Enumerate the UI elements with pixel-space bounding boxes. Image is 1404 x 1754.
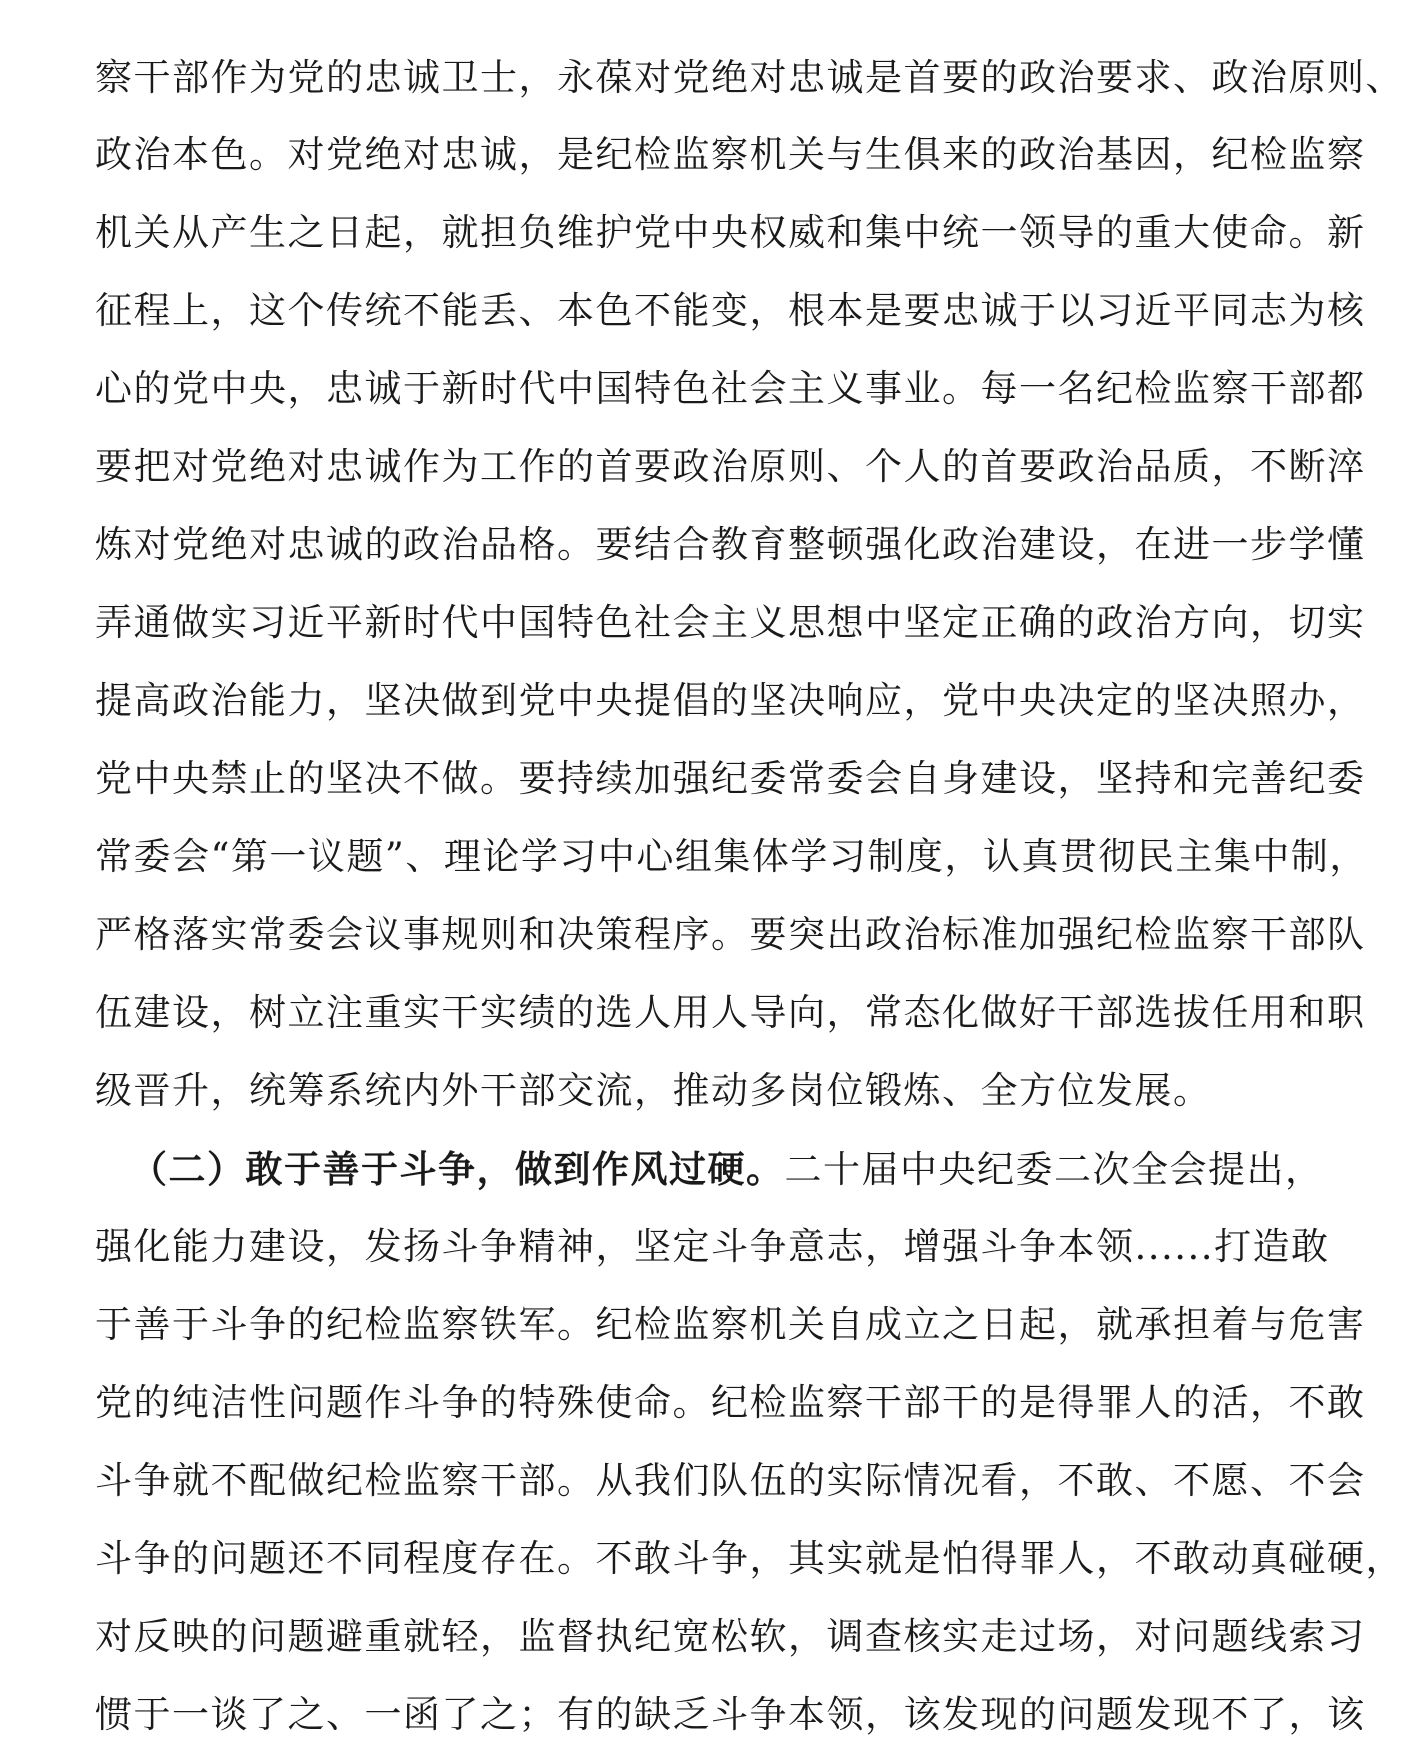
text-line: 察干部作为党的忠诚卫士，永葆对党绝对忠诚是首要的政治要求、政治原则、: [95, 56, 1404, 99]
text-line: 于善于斗争的纪检监察铁军。纪检监察机关自成立之日起，就承担着与危害: [95, 1303, 1366, 1346]
text-line: 炼对党绝对忠诚的政治品格。要结合教育整顿强化政治建设，在进一步学懂: [95, 523, 1366, 566]
text-line: 征程上，这个传统不能丢、本色不能变，根本是要忠诚于以习近平同志为核: [95, 289, 1366, 332]
text-line: 对反映的问题避重就轻，监督执纪宽松软，调查核实走过场，对问题线索习: [95, 1615, 1366, 1658]
text-line: 提高政治能力，坚决做到党中央提倡的坚决响应，党中央决定的坚决照办，: [95, 679, 1366, 722]
text-line: 强化能力建设，发扬斗争精神，坚定斗争意志，增强斗争本领......打造敢: [95, 1225, 1330, 1268]
text-line: 常委会“第一议题”、理论学习中心组集体学习制度，认真贯彻民主集中制，: [95, 835, 1368, 878]
text-line: 斗争的问题还不同程度存在。不敢斗争，其实就是怕得罪人，不敢动真碰硬，: [95, 1537, 1404, 1580]
section-heading: （二）敢于善于斗争，做到作风过硬。: [130, 1147, 785, 1191]
text-line: 斗争就不配做纪检监察干部。从我们队伍的实际情况看，不敢、不愿、不会: [95, 1459, 1366, 1502]
text-span: 二十届中央纪委二次全会提出，: [784, 1148, 1324, 1191]
text-line: 党的纯洁性问题作斗争的特殊使命。纪检监察干部干的是得罪人的活，不敢: [95, 1381, 1366, 1424]
text-line: 机关从产生之日起，就担负维护党中央权威和集中统一领导的重大使命。新: [95, 211, 1366, 254]
text-line: 要把对党绝对忠诚作为工作的首要政治原则、个人的首要政治品质，不断淬: [95, 445, 1366, 488]
text-line: 伍建设，树立注重实干实绩的选人用人导向，常态化做好干部选拔任用和职: [95, 991, 1366, 1034]
text-line: 惯于一谈了之、一函了之；有的缺乏斗争本领，该发现的问题发现不了，该: [95, 1693, 1366, 1736]
text-line: 心的党中央，忠诚于新时代中国特色社会主义事业。每一名纪检监察干部都: [95, 367, 1366, 410]
text-line: 政治本色。对党绝对忠诚，是纪检监察机关与生俱来的政治基因，纪检监察: [95, 133, 1366, 176]
text-line: 弄通做实习近平新时代中国特色社会主义思想中坚定正确的政治方向，切实: [95, 601, 1366, 644]
text-line: 级晋升，统筹系统内外干部交流，推动多岗位锻炼、全方位发展。: [95, 1069, 1212, 1112]
paragraph-first-line: [130, 1139, 1324, 1199]
text-line: 党中央禁止的坚决不做。要持续加强纪委常委会自身建设，坚持和完善纪委: [95, 757, 1366, 800]
text-line: 严格落实常委会议事规则和决策程序。要突出政治标准加强纪检监察干部队: [95, 913, 1366, 956]
